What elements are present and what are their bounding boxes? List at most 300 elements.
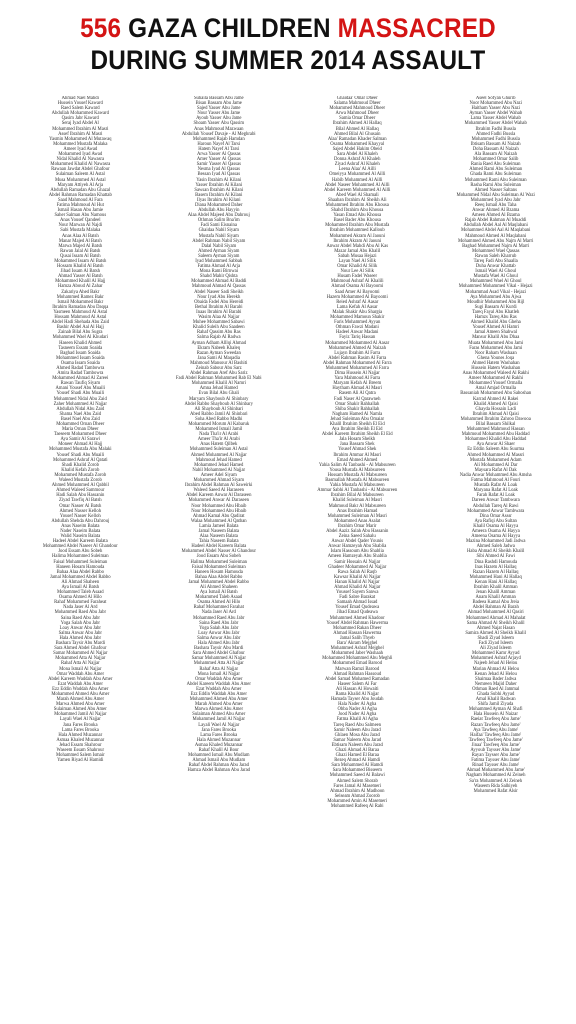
name-entry: Jala Hosam Sheikh [339,437,376,443]
name-entry: Rama Khalid Al Najjar [335,691,379,697]
name-entry: Yahia Salim Al Tanbashi - Al Mabsureen [318,462,396,468]
name-entry: Lamia Jameel Balata [199,523,239,529]
name-entry: Rinad Taysser Abu Jame' [472,763,520,769]
name-entry: Haitham Yasser Abu Nazi [471,106,520,112]
name-entry: Salma Anwar Abu Jabr [58,630,102,636]
name-entry: Mohammed Amin Al Masemeri [327,798,388,804]
name-entry: Ghazi Hamed El Baraa [335,753,379,759]
name-entry: Marian Ahmad Al Helou [472,666,519,672]
name-entry: Asmaa Khaled Muzannar [56,737,105,743]
name-entry: Jood Essam Abu Sobeh [196,554,241,560]
name-entry: Ahmed Radad Tambowra [56,365,105,371]
name-entry: Raed Salem Kaward [61,106,100,112]
name-entry: Basem Ibrahim Al Kilani [195,192,243,198]
name-entry: Alaa Naseem Balata [199,534,238,540]
name-entry: Soha Abed Rabbo Madhi [195,416,243,422]
name-entry: Ibrahim Akram Al Jaouni [333,238,382,244]
name-entry: Loay Anwar Abu Jabr [59,625,101,631]
name-entry: Osama Ahmed Al Hilo [197,600,241,606]
name-entry: Sulaiman Saleem Al Astal [55,172,105,178]
name-entry: Mohammed Saeed Al Balawi [329,773,385,779]
name-entry: Mohammed Raed Abu Jabr [193,615,245,621]
name-entry: Osama Ahmed Al Hilo [58,595,102,601]
name-entry: Othman Fawzi Madani [335,325,379,331]
name-entry: Jana Fares Brooka [201,727,237,733]
name-entry: Ahmad Mohammed Al Qasiri [467,610,524,616]
name-entry: Nabil Mohammed Al Najjar [192,467,246,473]
name-entry: Lama Yasser Abdel Wahab [470,116,521,122]
name-entry: Mohammed Rajab Hamdan [192,136,245,142]
names-column-1 [20,96,141,1014]
name-entry: Ismail Hasan Abu Jamie [57,208,104,214]
name-entry: Ameena Osama Al Hayya [471,534,521,540]
name-entry: Mohammad Asad Vikal - Hejazi [465,289,526,295]
name-entry: Abdullah Ramadan Abu Ghazal [50,187,111,193]
name-entry: Zeinab Sabour Abu Sarz [195,365,242,371]
name-entry: Anas Hatem Qilbek [200,442,238,448]
name-entry: Hala Ahmed Muzannar [58,732,103,738]
name-entry: Loay Anwar Abu Jabr [198,630,240,636]
name-entry: Mahmoud Ahmed Al Maqlabani [465,233,527,239]
name-entry: Noor Raham Washaan [474,350,517,356]
name-entry: Hamza Abdel Rahman Abu Jarad [187,768,250,774]
name-entry: Saina Raed Abu Jabr [199,620,239,626]
name-entry: Noor Mohammed Abu Nazi [469,101,522,107]
name-entry: Ibrahim Ahmed Al Hallaq [332,121,382,127]
name-entry: Mohammed Abdel Aal Al Maqlabani [460,228,531,234]
name-entry: Hussein Hatem Washahan [471,365,521,371]
name-entry: Mahmoud Ahmad Al Qassas [191,284,246,290]
name-entry: Fatima Mahmoud Al Hut [56,202,104,208]
name-entry: Ibrahim Fadhi Bussla [475,126,516,132]
name-entry: Haseer Salem Al Far [337,681,377,687]
name-entry: Ezat Waddah Abu Amer [57,681,103,687]
name-entry: Faris Mohammed Ayyan [334,320,381,326]
name-entry: Ismail Wael Al Ghoul [475,269,517,275]
name-entry: Ekram Nabeeh Khaleq [197,345,241,351]
name-entry: Layan Nael Al Silik [338,259,376,264]
name-entry: Mohammed Taleb Asaad [56,590,104,596]
name-entry: Ali Mohammed Al Dar [473,462,518,468]
name-entry: Mohammed Mahmoud Hassan [466,427,525,433]
name-entry: Ahmed Khalid Abu Gheha [470,320,521,326]
name-entry: Abdel Kareem Ibrahim Sheikh El Eid [321,432,393,438]
name-entry: Bahaa Alaa Abdel Rabbo [56,569,104,575]
name-entry: Dima Hussein Al Najjar [334,371,380,377]
name-entry: Nour Yasser Abu Jame [197,111,241,117]
name-entry: Shadi Ziyad Isleem [477,635,514,641]
name-entry: Othman Salim Bna'im [197,218,240,224]
page-header [14,12,562,98]
name-entry: Dalal Nabil Siyam [201,243,237,249]
name-entry: Walid Naseim Balata [60,534,101,540]
name-entry: Ibrahim Omar Marir [337,523,377,529]
name-entry: Samar Mohammed Al Najjar [53,651,108,657]
name-entry: Ahmed Salem Shorab [336,778,378,784]
name-entry: Anam Khalil Amman [475,595,516,601]
name-entry: Kenan Jehad Al Helou [474,671,517,677]
name-entry: Ayoub Yasser Abu Jame [196,116,242,122]
name-entry: Bashir Abdel Aal Al Hajj [56,325,104,331]
name-entry: Muhee Mohammed Sabawi [192,320,245,326]
name-entry: Khalid Suleih Abu Saadeen [192,325,245,331]
name-entry: Ziyad Ashraf Al Khaleh [334,162,380,168]
name-entry: Mahmoud Bakr Al Mabsureen [328,503,386,509]
name-entry: Rahaf Atta Al Najjar [199,666,239,672]
name-entry: Haroun Nayef Al Tarsi [197,141,241,147]
name-entry: Yousef Ahmed Al Hamri [472,325,519,331]
name-entry: Ayman Adham Alllqi Ahmad [191,340,247,346]
name-entry: Kawsar Khalid Al Najjar [333,574,381,580]
name-entry: Mohammed Ahmed Abu Amer [189,697,248,703]
name-entry: Rajab Abdel Rahman Al Muaddi [464,218,527,224]
name-entry: Doha Bassam Al Naizah [472,146,519,152]
name-entry: Abdel Hadi Shehada Abu Zaid [51,320,110,326]
name-entry: Mona Ismail Al Najjar [59,666,102,672]
name-entry: Razan Hazem Al Hallaq [472,569,519,575]
name-entry: Anwar Hamzeyah Abu Shablia [328,544,387,550]
name-entry: Ali Ahmad Shaheen [61,579,100,585]
name-entry: Sibi Ahmed Al Fawi [476,554,515,560]
name-entry: Anwar Abdel Qader Younis [331,539,384,545]
name-entry: Mohammed Khalil Al Namri [191,381,246,387]
name-entry: Shifa Jamil Ziyada [477,702,514,708]
name-entry: Walaa Mohammed Al Qatban [190,518,247,524]
name-entry: Qusai Issam Al Batsh [60,253,101,259]
name-entry: Ahmad Ibrahim Al Madhoon [329,788,385,794]
name-entry: Ghena Younes Joqa [477,355,515,361]
name-entry: Mohammed Mohammed Vikal - Hejazi [458,284,533,290]
name-entry: Duha Anwar Khattab [475,264,516,270]
name-entry: Ghadeer Mohammed Al Najjar [328,564,387,570]
name-entry: Ahmad Yasser Al Batsh [58,274,103,280]
name-entry: Tareq Fadi Abu Shaalla [473,259,518,264]
name-entry: Omar Waddah Abu Amer [56,671,105,677]
name-entry: Ezz Eddin Waddah Abu Amer [52,686,109,692]
name-entry: Rawan Saleh Kharrub [475,253,517,259]
name-entry: Mohammed Kamr Ayyad [471,651,520,657]
name-entry: Omar Shakir Rahhallah [335,401,380,407]
page-title-line-1 [41,12,534,44]
name-entry: Mohammed Ibrahim Zahroo Dawooa [460,416,531,422]
name-entry: Hadeel Abdel Kareem Balata [52,539,108,545]
name-entry: Lama Kefah Al Aasar [336,304,378,310]
name-entry: Fatima Ahmad Al Arja [197,264,241,270]
name-entry: Mazina Mohammed Jadi Jadwa [465,539,526,545]
name-entry: Hossam Mahmoud Al Astal [54,315,107,321]
name-entry: Amira Radad Tambowra [57,371,104,377]
name-entry: Aya Rafiqi Abu Sultan [474,518,517,524]
name-entry: Amal Amjad Ormalla [475,386,517,392]
name-entry: Rahaf Mohammed Faraheat [54,600,107,606]
name-entry: Jana Sami Al Maqadia [197,355,240,361]
name-entry: Maryam Attiyeh Al Arja [57,182,104,188]
name-entry: Ibrahim Ammar Al Masri [333,452,382,458]
name-entry: Mohammed Mahmoud Dheer [329,106,386,112]
name-entry: Mohammed Emad Barood [332,661,383,667]
name-entry: Mona Rami Birnwai [199,269,239,275]
name-entry: Hossam Mustafa Al Mabsureen [327,472,387,478]
name-entry: Mohammed Ahmad Al Baddi [191,279,247,285]
name-entry: Bilal Bassam Shilkal [476,422,516,427]
name-entry: Tareq Raed Abu Salmeen [333,722,382,728]
name-entry: Jood Essam Abu Sobeh [58,549,103,555]
name-entry: Fadi Ziyad Isleem [478,641,513,647]
name-entry: Marah Ahmed Abu Amer [195,702,243,708]
name-entry: Moudhir Mohammed Abu Rijl [466,299,525,305]
name-entry: Layali Wael Al Najjar [59,717,101,723]
name-entry: Reeq Ismail Abu Taha [474,202,517,208]
name-entry: Fares Jamal Al Masemeri [333,783,382,789]
name-entry: Mohammed Issam Al Batsh [54,259,107,264]
name-entry: Yara Mahmoud Al Farra [334,376,381,382]
name-entry: Waleed Saeed Al Haraseen [193,488,245,494]
name-entry: Bisan Bassam Abu Jame [195,101,242,107]
name-entry: Ahmad Osama Al Bayoomi [331,284,384,290]
name-entry: Ameen Hamzeyah Abu Shablia [327,554,387,560]
name-entry: Nader Naseim Balata [60,528,101,534]
name-entry: Nidal Khalid Al Nawasra [56,157,105,163]
name-entry: Ayyoub Taysser Abu Jame' [470,748,522,753]
name-entry: Haneen Hosam Hamouda [56,564,105,570]
name-entry: Ameer Adel Siyam [200,472,237,478]
name-entry: Mohammed Jaber Washaah [331,651,384,657]
name-entry: Ahmed Mohammed Al Qabbil [51,483,109,489]
name-entry: Samaah Ahmad Issad [337,600,378,606]
name-entry: Khalid Kefah Zorob [61,467,100,473]
name-entry: Yasmin Mohammed Al Mutawaq [49,136,112,142]
name-entry: Yahia Mustafa Al Mabsureen [329,483,385,489]
name-entry: Salma Anwar Abu Jabr [197,635,241,641]
name-entry: Hamza Aboud Al Zahar [57,284,103,290]
names-columns [20,96,556,1014]
name-entry: Mohammed Jamil Al Najjar [192,717,245,723]
name-entry: Mohammed Khalid Abu Haddad [465,437,527,443]
name-entry: Shiba Shakir Rahhallah [335,406,380,412]
name-entry: Samir Naleem Abu Jarad [333,727,381,733]
name-entry: Hala Hussein Al Naizar [473,712,518,718]
name-entry: Mohammed Mohammed Al Farra [325,365,389,371]
name-entry: Sara Abdel Al Khaleh [336,152,378,158]
name-entry: Layali Wael Al Najjar [198,722,240,728]
name-entry: Abdel Kareem Waddah Abu Amer [186,681,251,687]
name-entry: Fadi Sabre Barakat [339,595,376,601]
name-entry: Mustafa Nabil Siyam [198,233,239,239]
name-entry: Mohammed Suleiman Al Astal [189,447,248,453]
name-entry: Ismail Mohammed Bakr [57,299,104,305]
name-entry: Zakariya Ahed Bakr [61,289,100,295]
name-entry: Hala Ahmed Abu Jabr [59,635,102,641]
name-entry: Ibrahim Abdel Rahman Al Saweirki [185,483,253,489]
name-entry: Abdel Naseer Sadi Sheikh [194,289,244,295]
name-entry: Yousef Shadi Abu Muaili [56,452,105,458]
name-entry: Dina Rashdi Hamouda [474,559,518,565]
name-entry: Mohammed Abdel Naseer Al Ghandour [42,544,118,550]
name-entry: Ez Eddin Saleem Abu Suurma [467,447,525,453]
name-entry: Waseem Rida Salhiyeh [474,783,518,789]
name-entry: Anas Naseim Balata [61,523,100,529]
name-entry: Arwa Yasser Al Qassas [197,152,241,158]
name-entry: Mohammed Morum Al Kabaruk [188,422,250,427]
name-entry: Mohammed Mustafa Malaka [53,141,108,147]
name-entry: Sara Ahmed Abdel Ghafour [192,651,245,657]
name-entry: Rahaf Khalil Al Bour [198,748,239,753]
name-entry: Najeeb Jehad Al Helou [474,661,518,667]
name-entry: Anas Mohammed Waleed Al Rakhi [462,371,529,377]
name-entry: Shahd Mahir Qishta [199,274,238,280]
name-entry: Mohammed Rafat Alsir [473,788,518,794]
name-entry: Abdel Samad Mohamed Ramadan [325,676,390,682]
name-entry: Mohammed Ashraf Mejghel [330,646,384,652]
name-entry: Haytham Ahmad Al Masri [332,386,383,392]
name-entry: Mohammed Rakan Dheer [333,625,382,631]
name-entry: Inas Hazem Al Hallaq [474,564,517,570]
name-entry: Haseen Khalid Ahmed [59,340,102,346]
name-entry: Hamada Tayser Abu Joudah [330,697,384,703]
name-entry: Kenan Hani Al Hallaq [474,579,517,585]
name-entry: Yoga Salah Abu Jabr [60,620,100,626]
name-entry: Sabi Mustafa Malaka [60,228,101,234]
name-entry: Yasan Emad Abu Khousa [333,213,382,219]
name-entry: Mohammed Iyad Awad [58,152,103,158]
name-entry: Mohammed Ahmed Abu Amer [51,691,110,697]
name-entry: Shaimaa Bader Jadwa [475,676,517,682]
name-entry: Abdullah Shehda Abu Dahrouj [51,518,110,524]
name-entry: Rahaf Mohammed Farahat [193,605,244,611]
name-entry: Ghaidaa' Omar Dheer [336,96,378,101]
name-entry: Nagham Mohammed Al Zeineh [465,773,526,779]
name-entry: Ahmed Bilal Al Ghusain [333,131,381,137]
name-entry: Saad Amer Al Bayoomi [334,289,380,295]
name-entry: Aya Ismail Al Batsh [199,590,238,596]
name-entry: Ibrahim Ahmad Al Qaisi [472,411,519,417]
name-entry: Omar Khalid Al Silik [337,264,378,270]
name-entry: Mohammed Raed Abu Jabr [54,610,107,616]
name-entry: Ezat Waddah Abu Amer [196,686,242,692]
name-entry: Ibrahim Ramadan Abu Daqqa [52,304,109,310]
name-entry: Abdullah Abu Hayyin [198,208,240,214]
name-entry: Mohammed Mohammed Abu Meghli [322,656,393,662]
name-entry: Ahmed Nasser Saltans [474,187,517,193]
name-entry: Manar Majed Al Batsh [58,238,102,244]
name-entry: Nour Lee Al Silik [340,269,374,275]
name-entry: Ahmed Mohammed Al Najjar [190,452,247,458]
name-entry: Jinaa' Tawfeeq Abu Jame' [471,742,520,748]
name-entry: Hamzs Tareq Abu Ras [474,315,517,321]
name-entry: Aya Anwar Al Shaer [476,442,515,448]
name-entry: Bessan Iyad Al Qassas [197,172,241,178]
name-entry: Nada Jaser Al Ard [63,605,98,611]
name-entry: Alaa Abdel Majeed Abu Dahrouj [187,213,250,219]
name-entry: Suhaila Bassam Abu Jame [193,96,244,101]
name-entry: Amna Jehad Hamed [199,386,238,392]
name-entry: Ghada Subhi Ayyad [477,691,515,697]
name-entry: Hadeel Abdel Kareem Balata [191,544,247,550]
title-middle: GAZA CHILDREN [128,13,331,43]
name-entry: Fatma Khalil Al Agha [336,717,378,723]
name-entry: Tawfeeq Tawfeeq Abu Jame' [468,737,523,743]
name-entry: Ameera Osama Al Hayya [471,528,520,534]
name-entry: Yasin Ibrahim Al Kilani [196,177,242,183]
name-entry: Sa'ra Mohammed Al Zeineh [469,778,523,784]
name-entry: Abdel Rahman Nabil Siyam [192,238,246,244]
name-entry: Mohammed Issam Soaida [55,355,105,361]
name-entry: Ahmed Rami Abu Suleiman [469,167,523,173]
name-entry: Mohammed Nidal Abu Suleiman Al Wazi [456,192,535,198]
name-entry: Mahmoud Mansour Al Bashiti [190,360,248,366]
name-entry: Diana Mohammed Daher [194,202,243,208]
name-entry: Bashara Taysir Abu Mardi [55,641,106,647]
name-entry: Omar Nasser Al Batsh [59,503,102,509]
name-entry: Aya Tawfeeq Abu Jame' [473,727,519,733]
name-entry: Maysara Rafat Al Dak [474,467,517,473]
name-entry: Abdel Aaziz Salah Abu Hassanin [326,528,389,534]
name-entry: Muata Mohammed Abu Jami [468,340,524,346]
name-entry: Mohammed Hani Al Hallaq [469,574,522,580]
name-entry: Raeiat Tawfeeq Abu Jame' [470,717,521,723]
name-entry: Karrad Ahmed Al Rakei [472,396,519,402]
name-entry: Mohammed Iyad Abu Jabr [470,197,521,203]
name-entry: Seraj Iyad Abdel Al [61,121,99,127]
name-entry: Ahmad Ismail Abu Mudlam [192,758,246,764]
name-entry: Zainab Bilal Abu Sugra [58,330,103,336]
name-entry: Aya Ismail Al Batsh [61,585,100,590]
name-entry: Salma Rajab Al Radwa [196,335,241,341]
name-entry: Abdel Rahman Mohammed Al Farra [322,360,392,366]
name-entry: Basel Nael Abu Zaid [60,416,100,422]
name-entry: Maryam Kefah Al Breem [333,381,382,387]
name-entry: Mohammed Ahmad Siyam [193,478,245,484]
name-entry: Lama Fares Brooka [61,727,99,733]
name-entry: Jood Nader Al Agha [338,712,377,718]
name-entry: Rasem Ali Al Qatra [338,391,376,397]
name-entry: Baghad Issam Soaida [60,350,101,356]
name-entry: Bassaniah Mohammed Abu Saboshan [460,391,532,397]
name-entry: Nour Mohammed Abu Hbaib [191,508,247,514]
name-entry: Rahaf Qassim Abu Ras [196,330,241,336]
name-entry: Mohammed Suleiman Al Masri [327,513,387,519]
name-entry: Nour Marwan Al Najdi [58,223,103,229]
name-entry: Abdel Rahman Al Barah [472,605,519,611]
names-column-4 [435,96,556,1014]
name-entry: Hossam Khalid Al Batsh [57,264,104,270]
name-entry: Mohammed Salem Ismair [55,753,105,759]
name-entry: Bilal Ahmed Al Hallaq [335,126,379,132]
name-entry: Ezz Eddin Waddah Abu Amer [190,691,247,697]
name-entry: Hatem Nayef Al Tarsi [198,146,240,152]
name-entry: Mohammed Ornan Dheer [56,422,105,427]
name-entry: Marwa Ahmed Abu Amer [194,707,244,713]
name-entry: Yasser Ibrahim Al Kilani [195,182,243,188]
title-accent: MASSACRED [337,13,496,43]
name-entry: Qasim Jabr Kaward [61,116,99,122]
name-entry: Mustafa Mohammed Adam [469,457,522,463]
name-entry: Dina Omar Asssr [479,513,512,519]
name-entry: Amani Yousef Abu Muaili [55,386,106,392]
name-entry: Hadi Salah Abu Hassanin [56,493,105,499]
name-entry: Abdullah Yousef Davaje - Al Meghrabi [181,131,256,137]
name-entry: Mohammed Ahmed Khadoor [329,615,385,621]
name-entry: Evan Bilal Abu Ghali [198,391,240,397]
name-entry: Mohammed Ashraf Al Qatati [53,457,108,463]
name-entry: Mohammed Anas Asalat [334,518,381,524]
name-entry: Jamal Naseem Balata [198,528,239,534]
name-entry: Fatima Taysser Abu Jame' [471,758,521,764]
name-entry: Jana Fares Brooka [62,722,98,728]
name-entry: Nada Tha'ir Al Arabi [199,432,239,438]
name-entry: Yousef Nasser Kelloh [59,513,101,519]
name-entry: Ahmad Nael Mahdi [61,96,99,101]
